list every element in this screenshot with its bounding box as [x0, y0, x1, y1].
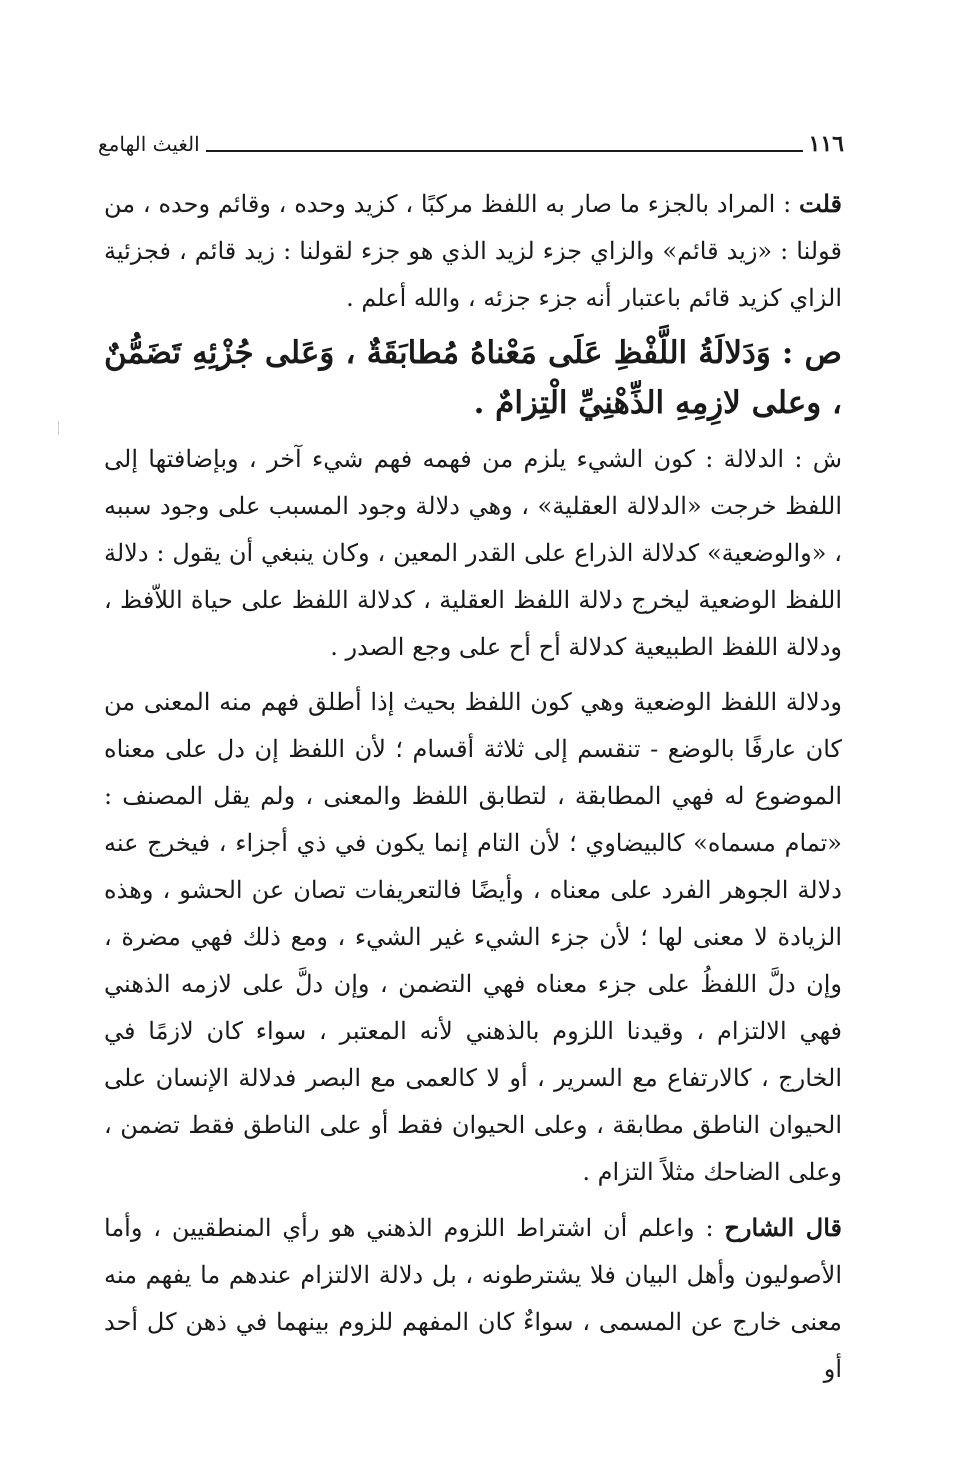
paragraph-label: قال الشارح — [724, 1213, 842, 1242]
paragraph-text: : المراد بالجزء ما صار به اللفظ مركبًا ، كزيد وحده ، وقائم وحده ، من قولنا : «زيد قائم» والزاي جزء لزيد الذي هو جزء لقولنا : زيد قائم ، فجزئية الزاي كزيد قائم باعتبار أنه جزء جزئه ، والله أعلم . — [104, 190, 842, 312]
header-rule — [206, 150, 803, 152]
running-header — [98, 122, 844, 158]
page-number: ١١٦ — [808, 131, 844, 157]
book-title: الغيث الهامع — [98, 132, 200, 156]
paragraph-label: قلت — [799, 189, 842, 218]
paragraph-qultu — [104, 180, 842, 322]
matn-paragraph: ص : وَدَلالَةُ اللَّفْظِ عَلَى مَعْناهُ مُطابَقَةٌ ، وَعَلى جُزْئِهِ تَضَمُّنٌ ، وعلى لازِمِهِ الذِّهْنِيِّ الْتِزامٌ . — [104, 335, 842, 421]
paragraph-dalala: ودلالة اللفظ الوضعية وهي كون اللفظ بحيث إذا أطلق فهم منه المعنى من كان عارفًا بالوضع - تنقسم إلى ثلاثة أقسام ؛ لأن اللفظ إن دل على معناه الموضوع له فهي المطابقة ، لتطابق اللفظ والمعنى ، ولم يقل المصنف : «تمام مسماه» كالبيضاوي ؛ لأن التام إنما يكون في ذي أجزاء ، فيخرج عنه دلالة الجوهر الفرد على معناه ، وأيضًا فالتعريفات تصان عن الحشو ، وهذه الزيادة لا معنى لها ؛ لأن جزء الشيء غير الشيء ، ومع ذلك فهي مضرة ، وإن دلَّ اللفظُ على جزء معناه فهي التضمن ، وإن دلَّ على لازمه الذهني فهي الالتزام ، وقيدنا اللزوم بالذهني لأنه المعتبر ، سواء كان لازمًا في الخارج ، كالارتفاع مع السرير ، أو لا كالعمى مع البصر فدلالة الإنسان على الحيوان الناطق مطابقة ، وعلى الحيوان فقط أو على الناطق فقط تضمن ، وعلى الضاحك مثلاً التزام . — [104, 688, 843, 1186]
margin-mark — [58, 421, 59, 435]
paragraph-qala-alsharih — [104, 1204, 842, 1393]
paragraph-sharh: ش : الدلالة : كون الشيء يلزم من فهمه فهم شيء آخر ، وبإضافتها إلى اللفظ خرجت «الدلالة العقلية» ، وهي دلالة وجود المسبب على وجود سببه ، «والوضعية» كدلالة الذراع على القدر المعين ، وكان ينبغي أن يقول : دلالة اللفظ الوضعية ليخرج دلالة اللفظ العقلية ، كدلالة اللفظ على حياة اللاّفظ ، ودلالة اللفظ الطبيعية كدلالة أح أح على وجع الصدر . — [104, 445, 842, 661]
paragraph-text: : واعلم أن اشتراط اللزوم الذهني هو رأي المنطقيين ، وأما الأصوليون وأهل البيان فلا يشترطونه ، بل دلالة الالتزام عندهم ما يفهم منه معنى خارج عن المسمى ، سواءٌ كان المفهم للزوم بينهما في ذهن كل أحد أو — [104, 1214, 842, 1383]
page-body — [104, 180, 842, 1393]
